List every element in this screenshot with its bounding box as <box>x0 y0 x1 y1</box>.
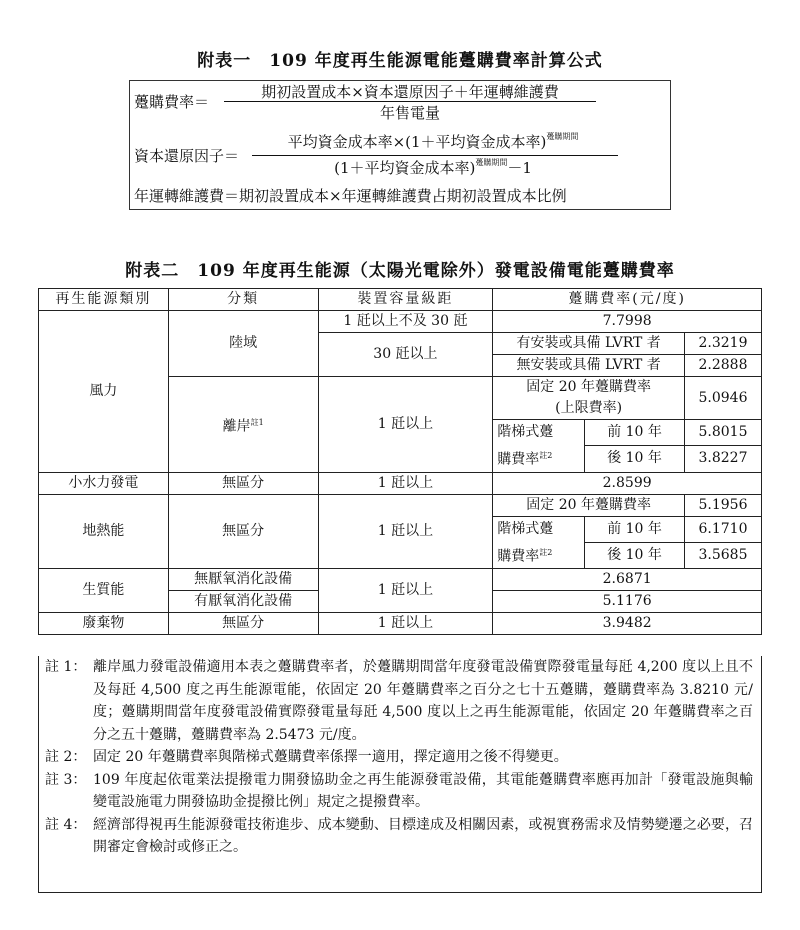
header-rate: 躉購費率(元/度) <box>493 289 762 311</box>
formula1-lhs: 躉購費率＝ <box>134 93 210 111</box>
note-4-text: 經濟部得視再生能源發電技術進步、成本變動、目標達成及相關因素，或視實務需求及情勢變遷之必要，召開審定會檢討或修正之。 <box>93 816 753 855</box>
formula2-denominator-group <box>248 157 618 178</box>
note-4 <box>39 814 761 859</box>
offshore-first10-label: 前 10 年 <box>585 420 685 446</box>
note-3-label: 註 3： <box>45 771 87 788</box>
offshore-note-ref: 註1 <box>250 417 264 427</box>
geo-tiered-line1: 階梯式躉 <box>497 520 554 537</box>
formula2-numerator-sup: 躉購期間 <box>546 132 579 141</box>
table-row <box>39 311 762 333</box>
waste-class: 無區分 <box>168 613 318 635</box>
formula2-numerator-group <box>248 131 618 152</box>
note-4-label: 註 4： <box>45 816 87 833</box>
hydro-range: 1 瓩以上 <box>318 472 493 494</box>
wind-onshore: 陸域 <box>168 311 318 377</box>
formula2-denominator-sup: 躉購期間 <box>475 158 508 167</box>
formula1-numerator: 期初設置成本×資本還原因子＋年運轉維護費 <box>261 83 559 101</box>
offshore-fixed-rate: 5.0946 <box>685 377 762 420</box>
geo-range: 1 瓩以上 <box>318 494 493 569</box>
note-2-text: 固定 20 年躉購費率與階梯式躉購費率係擇一適用，擇定適用之後不得變更。 <box>93 749 568 765</box>
wind-category: 風力 <box>39 311 169 473</box>
geo-tiered-note-ref: 註2 <box>539 547 553 557</box>
geo-last10-label: 後 10 年 <box>585 542 685 568</box>
tariff-table <box>38 288 762 635</box>
offshore-fixed-label-line1: 固定 20 年躉購費率 <box>526 379 651 395</box>
geo-tiered-label <box>493 516 585 569</box>
header-class: 分類 <box>168 289 318 311</box>
offshore-tiered-note-ref: 註2 <box>539 451 553 460</box>
table2-title: 附表二 109 年度再生能源（太陽光電除外）發電設備電能躉購費率 <box>125 261 675 281</box>
offshore-tiered-line1: 階梯式躉 <box>497 424 554 440</box>
geo-last10-rate: 3.5685 <box>685 542 762 568</box>
offshore-first10-rate: 5.8015 <box>685 420 762 446</box>
header-category: 再生能源類別 <box>39 289 169 311</box>
note-2-label: 註 2： <box>45 749 87 765</box>
onshore-small-rate: 7.7998 <box>493 311 762 333</box>
offshore-fixed-label <box>493 377 685 420</box>
offshore-range: 1 瓩以上 <box>318 377 493 473</box>
note-1-label: 註 1： <box>45 659 87 675</box>
table-row <box>39 613 762 635</box>
table1-title: 附表一 109 年度再生能源電能躉購費率計算公式 <box>197 51 603 71</box>
bio-category: 生質能 <box>39 569 169 613</box>
bio-range: 1 瓩以上 <box>318 569 493 613</box>
geo-tiered-line2: 購費率 <box>497 548 540 565</box>
bio-class-a: 無厭氧消化設備 <box>168 569 318 591</box>
formula2-fraction-bar <box>252 155 618 156</box>
note-1-text: 離岸風力發電設備適用本表之躉購費率者，於躉購期間當年度發電設備實際發電量每瓩 4,200 度以上且不及每瓩 4,500 度之再生能源電能，依固定 20 年躉購費率之百分之七十五躉購，躉購費率為 3.8210 元/度；躉購期間當年度發電設備實際發電量每瓩 4,500 度以上之再生能源電能，依固定 20 年躉購費率之百分之五十躉購，躉購費率為 2.5473 元/度。 <box>93 659 753 743</box>
note-3 <box>39 769 761 814</box>
formula2-denominator: (1＋平均資金成本率) <box>334 159 476 177</box>
hydro-rate: 2.8599 <box>493 472 762 494</box>
formula2-lhs: 資本還原因子＝ <box>134 147 240 165</box>
table-row <box>39 569 762 591</box>
offshore-fixed-label-line2: (上限費率) <box>555 400 623 416</box>
header-capacity: 裝置容量級距 <box>318 289 493 311</box>
note-2 <box>39 746 761 769</box>
hydro-category: 小水力發電 <box>39 472 169 494</box>
offshore-last10-rate: 3.8227 <box>685 446 762 472</box>
geo-category: 地熱能 <box>39 494 169 569</box>
formula-box <box>129 80 671 210</box>
onshore-small-range: 1 瓩以上不及 30 瓩 <box>318 311 493 333</box>
geo-fixed-label: 固定 20 年躉購費率 <box>493 494 685 516</box>
hydro-class: 無區分 <box>168 472 318 494</box>
note-3-text: 109 年度起依電業法提撥電力開發協助金之再生能源發電設備，其電能躉購費率應再加計「發電設施與輸變電設施電力開發協助金提撥比例」規定之提撥費率。 <box>93 771 753 810</box>
onshore-large-range: 30 瓩以上 <box>318 333 493 377</box>
offshore-tiered-label <box>493 420 585 473</box>
notes-block <box>38 656 762 893</box>
lvrt-with-rate: 2.3219 <box>685 333 762 355</box>
table-row <box>39 494 762 516</box>
bio-class-b: 有厭氧消化設備 <box>168 591 318 613</box>
geo-first10-rate: 6.1710 <box>685 516 762 542</box>
offshore-label: 離岸 <box>222 418 251 435</box>
formula2-denominator-tail: －1 <box>507 159 532 177</box>
waste-range: 1 瓩以上 <box>318 613 493 635</box>
bio-rate-b: 5.1176 <box>493 591 762 613</box>
offshore-last10-label: 後 10 年 <box>585 446 685 472</box>
waste-category: 廢棄物 <box>39 613 169 635</box>
wind-offshore <box>168 377 318 473</box>
bio-rate-a: 2.6871 <box>493 569 762 591</box>
table-header-row <box>39 289 762 311</box>
geo-fixed-rate: 5.1956 <box>685 494 762 516</box>
note-1 <box>39 656 761 746</box>
formula2-numerator: 平均資金成本率×(1＋平均資金成本率) <box>287 133 547 151</box>
lvrt-with-label: 有安裝或具備 LVRT 者 <box>493 333 685 355</box>
lvrt-without-label: 無安裝或具備 LVRT 者 <box>493 355 685 377</box>
geo-first10-label: 前 10 年 <box>585 516 685 542</box>
offshore-tiered-line2: 購費率 <box>497 451 540 468</box>
formula1-denominator: 年售電量 <box>379 104 440 122</box>
lvrt-without-rate: 2.2888 <box>685 355 762 377</box>
geo-class: 無區分 <box>168 494 318 569</box>
formula3: 年運轉維護費＝期初設置成本×年運轉維護費占期初設置成本比例 <box>134 187 567 205</box>
table-row <box>39 472 762 494</box>
waste-rate: 3.9482 <box>493 613 762 635</box>
